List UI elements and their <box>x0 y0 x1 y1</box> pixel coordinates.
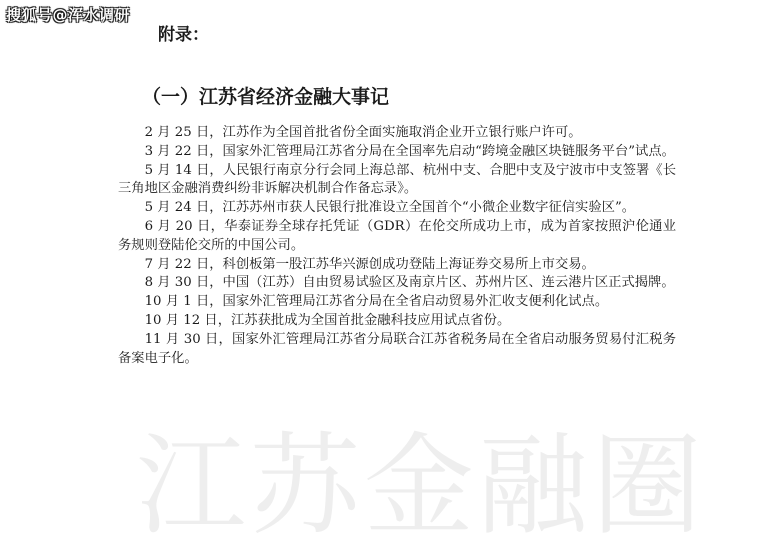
event-item: 10 月 12 日，江苏获批成为全国首批金融科技应用试点省份。 <box>144 312 511 328</box>
event-item: 5 月 14 日，人民银行南京分行会同上海总部、杭州中支、合肥中支及宁波市中支签署《长三角地区金融消费纠纷非诉解决机制合作备忘录》。 <box>118 162 676 197</box>
event-item: 5 月 24 日，江苏苏州市获人民银行批准设立全国首个“小微企业数字征信实验区”。 <box>144 200 636 216</box>
source-watermark-tag: 搜狐号@浑水调研 <box>6 6 131 24</box>
event-item: 11 月 30 日，国家外汇管理局江苏省分局联合江苏省税务局在全省启动服务贸易付汇税务备案电子化。 <box>118 331 676 366</box>
section-title: （一）江苏省经济金融大事记 <box>142 86 390 108</box>
events-list <box>118 124 676 368</box>
appendix-title: 附录： <box>158 25 209 45</box>
event-item: 2 月 25 日，江苏作为全国首批省份全面实施取消企业开立银行账户许可。 <box>144 125 582 140</box>
event-item: 10 月 1 日，国家外汇管理局江苏省分局在全省启动贸易外汇收支便利化试点。 <box>144 294 609 310</box>
event-item: 8 月 30 日，中国（江苏）自由贸易试验区及南京片区、苏州片区、连云港片区正式揭牌。 <box>144 275 675 291</box>
event-item: 6 月 20 日，华泰证券全球存托凭证（GDR）在伦交所成功上市，成为首家按照沪伦通业务规则登陆伦交所的中国公司。 <box>118 218 676 253</box>
event-item: 3 月 22 日，国家外汇管理局江苏省分局在全国率先启动“跨境金融区块链服务平台”试点。 <box>144 143 675 159</box>
event-item: 7 月 22 日，科创板第一股江苏华兴源创成功登陆上海证券交易所上市交易。 <box>144 256 595 272</box>
background-watermark: 江苏金融圈 <box>136 422 706 550</box>
